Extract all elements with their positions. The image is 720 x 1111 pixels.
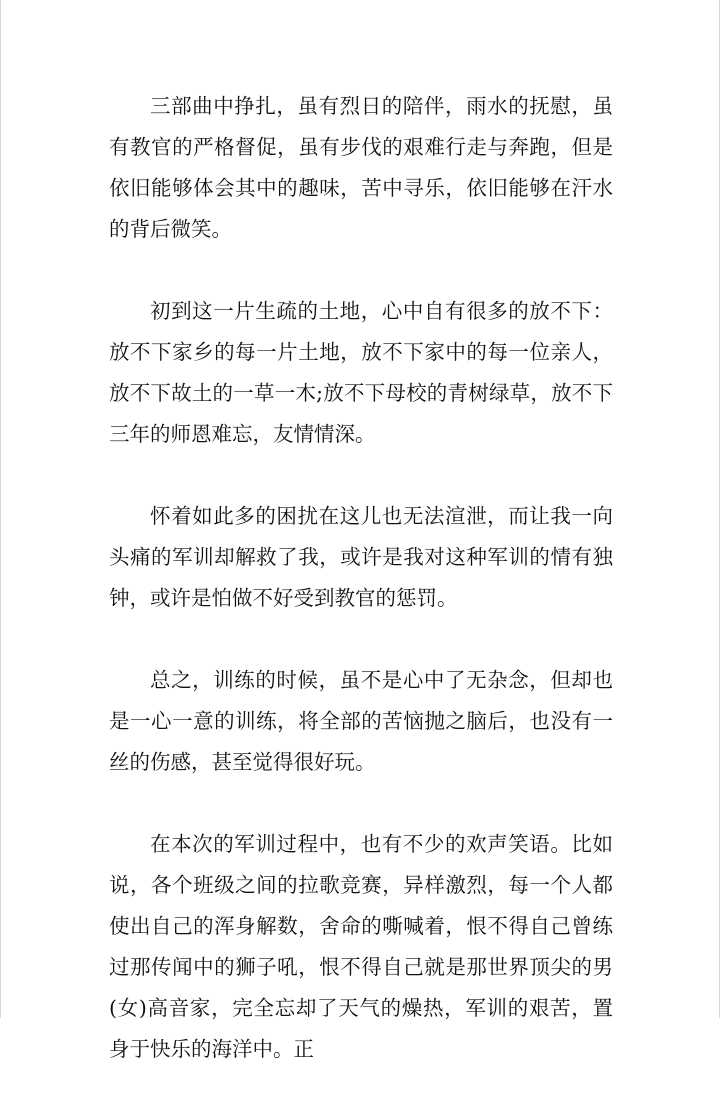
paragraph-5: 在本次的军训过程中，也有不少的欢声笑语。比如说，各个班级之间的拉歌竞赛，异样激烈，每一个人都使出自己的浑身解数，舍命的嘶喊着，恨不得自己曾练过那传闻中的狮子吼，恨不得自己就是那世界顶尖的男(女)高音家，完全忘却了天气的燥热，军训的艰苦，置身于快乐的海洋中。正 <box>109 832 613 1061</box>
paragraph-4: 总之，训练的时候，虽不是心中了无杂念，但却也是一心一意的训练，将全部的苦恼抛之脑后，也没有一丝的伤感，甚至觉得很好玩。 <box>109 668 613 774</box>
paragraph-3: 怀着如此多的困扰在这儿也无法渲泄，而让我一向头痛的军训却解救了我，或许是我对这种军训的情有独钟，或许是怕做不好受到教官的惩罚。 <box>109 504 613 610</box>
document-body <box>109 86 613 1111</box>
paragraph-2: 初到这一片生疏的土地，心中自有很多的放不下：放不下家乡的每一片土地，放不下家中的每一位亲人，放不下故土的一草一木;放不下母校的青树绿草，放不下三年的师恩难忘，友情情深。 <box>109 299 613 446</box>
paragraph-1: 三部曲中挣扎，虽有烈日的陪伴，雨水的抚慰，虽有教官的严格督促，虽有步伐的艰难行走与奔跑，但是依旧能够体会其中的趣味，苦中寻乐，依旧能够在汗水的背后微笑。 <box>109 94 613 241</box>
